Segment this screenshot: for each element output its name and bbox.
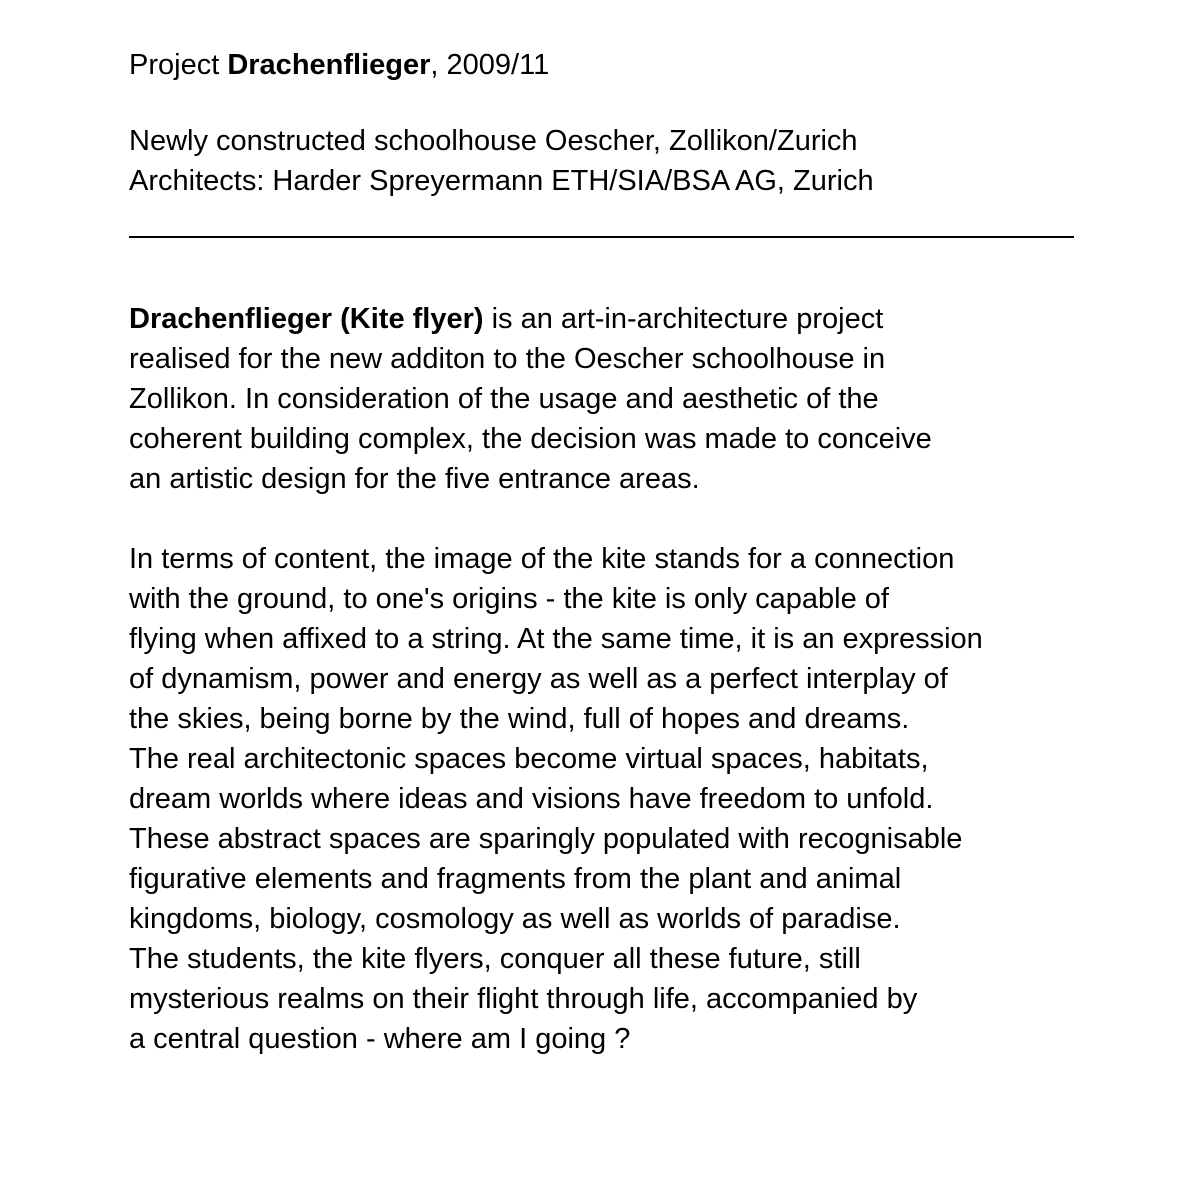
text-line: a central question - where am I going ? <box>129 1023 631 1055</box>
text-line: kingdoms, biology, cosmology as well as worlds of paradise. <box>129 903 901 935</box>
page-title <box>129 45 549 85</box>
project-location: Newly constructed schoolhouse Oescher, Zollikon/Zurich <box>129 125 858 157</box>
text-line: Zollikon. In consideration of the usage and aesthetic of the <box>129 383 879 415</box>
text-line: The students, the kite flyers, conquer all these future, still <box>129 943 861 975</box>
text-line: with the ground, to one's origins - the kite is only capable of <box>129 583 889 615</box>
text-line: dream worlds where ideas and visions have freedom to unfold. <box>129 783 934 815</box>
text-fragment: is an art-in-architecture project <box>483 303 884 335</box>
project-architects: Architects: Harder Spreyermann ETH/SIA/BSA AG, Zurich <box>129 165 874 197</box>
text-line: an artistic design for the five entrance areas. <box>129 463 700 495</box>
text-line: coherent building complex, the decision was made to conceive <box>129 423 932 455</box>
text-line: the skies, being borne by the wind, full of hopes and dreams. <box>129 703 910 735</box>
text-line: figurative elements and fragments from the plant and animal <box>129 863 902 895</box>
text-line: of dynamism, power and energy as well as a perfect interplay of <box>129 663 948 695</box>
paragraph-intro <box>129 299 932 499</box>
text-line: In terms of content, the image of the kite stands for a connection <box>129 543 955 575</box>
text-line: These abstract spaces are sparingly populated with recognisable <box>129 823 963 855</box>
divider <box>129 236 1074 238</box>
project-name: Drachenflieger <box>227 49 431 81</box>
text-line <box>129 299 932 339</box>
project-date: , 2009/11 <box>430 49 550 81</box>
text-line: mysterious realms on their flight through life, accompanied by <box>129 983 918 1015</box>
paragraph-content <box>129 539 983 1059</box>
text-line: The real architectonic spaces become virtual spaces, habitats, <box>129 743 929 775</box>
text-line: realised for the new additon to the Oescher schoolhouse in <box>129 343 886 375</box>
text-line: flying when affixed to a string. At the same time, it is an expression <box>129 623 983 655</box>
title-prefix: Project <box>129 49 228 81</box>
project-name-bold: Drachenflieger (Kite flyer) <box>129 303 484 335</box>
